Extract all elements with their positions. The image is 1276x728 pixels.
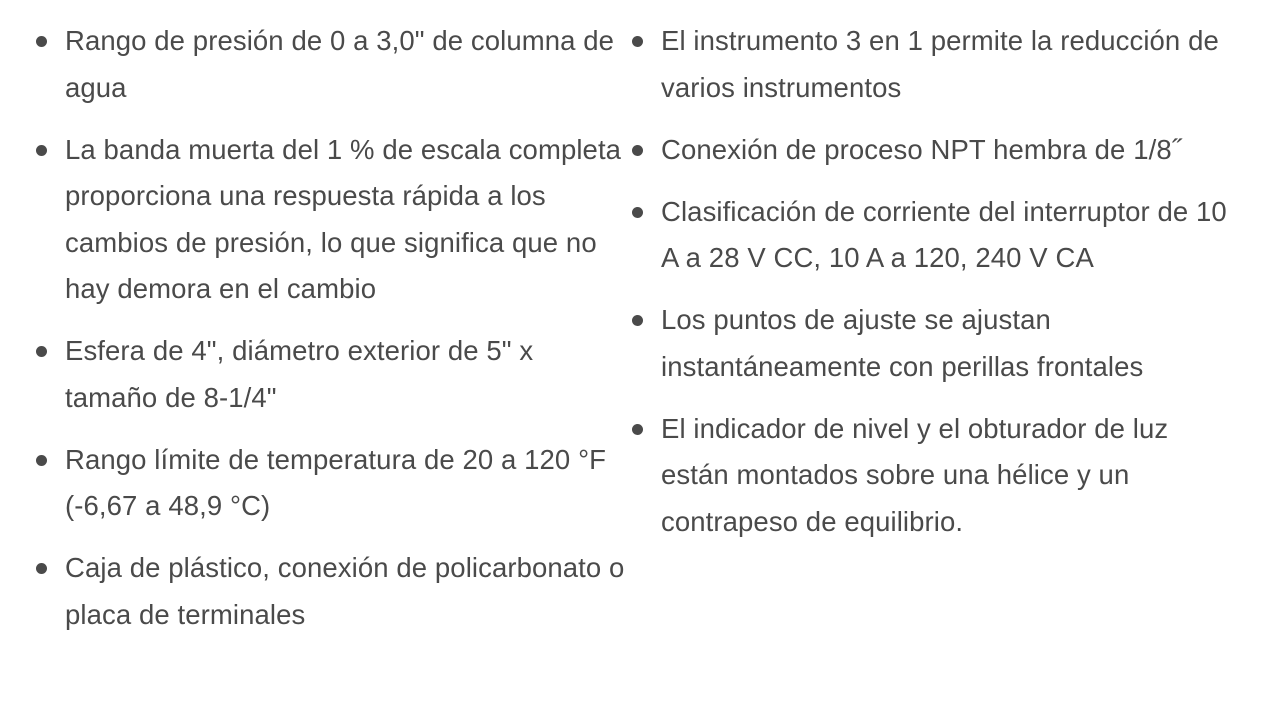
list-item <box>631 18 1227 111</box>
feature-text: Conexión de proceso NPT hembra de 1/8˝ <box>661 133 1181 165</box>
feature-text: El indicador de nivel y el obturador de luz están montados sobre una hélice y un contrapeso de equilibrio. <box>661 412 1169 537</box>
bullet-icon <box>632 315 643 326</box>
feature-text: Rango de presión de 0 a 3,0" de columna de agua <box>65 25 615 103</box>
bullet-icon <box>36 36 47 47</box>
list-item <box>35 545 631 638</box>
feature-text: Esfera de 4", diámetro exterior de 5" x tamaño de 8-1/4" <box>65 335 534 413</box>
feature-text: Clasificación de corriente del interruptor de 10 A a 28 V CC, 10 A a 120, 240 V CA <box>661 195 1227 273</box>
list-item <box>631 297 1227 390</box>
bullet-icon <box>36 563 47 574</box>
bullet-icon <box>632 145 643 156</box>
feature-text: El instrumento 3 en 1 permite la reducción de varios instrumentos <box>661 25 1219 103</box>
list-item <box>35 328 631 421</box>
list-item <box>35 127 631 313</box>
bullet-icon <box>36 145 47 156</box>
list-item <box>35 437 631 530</box>
list-item <box>631 189 1227 282</box>
bullet-icon <box>36 346 47 357</box>
bullet-icon <box>632 424 643 435</box>
feature-text: Caja de plástico, conexión de policarbonato o placa de terminales <box>65 552 625 630</box>
feature-text: La banda muerta del 1 % de escala completa proporciona una respuesta rápida a los cambios de presión, lo que significa que no hay demora en el cambio <box>65 133 622 304</box>
bullet-icon <box>632 207 643 218</box>
list-item <box>631 127 1227 174</box>
feature-text: Rango límite de temperatura de 20 a 120 °F (-6,67 a 48,9 °C) <box>65 443 607 521</box>
bullet-icon <box>36 455 47 466</box>
list-item <box>35 18 631 111</box>
bullet-icon <box>632 36 643 47</box>
feature-list-left <box>35 18 631 654</box>
feature-text: Los puntos de ajuste se ajustan instantáneamente con perillas frontales <box>661 304 1144 382</box>
feature-list-right <box>631 18 1227 654</box>
list-item <box>631 406 1227 546</box>
